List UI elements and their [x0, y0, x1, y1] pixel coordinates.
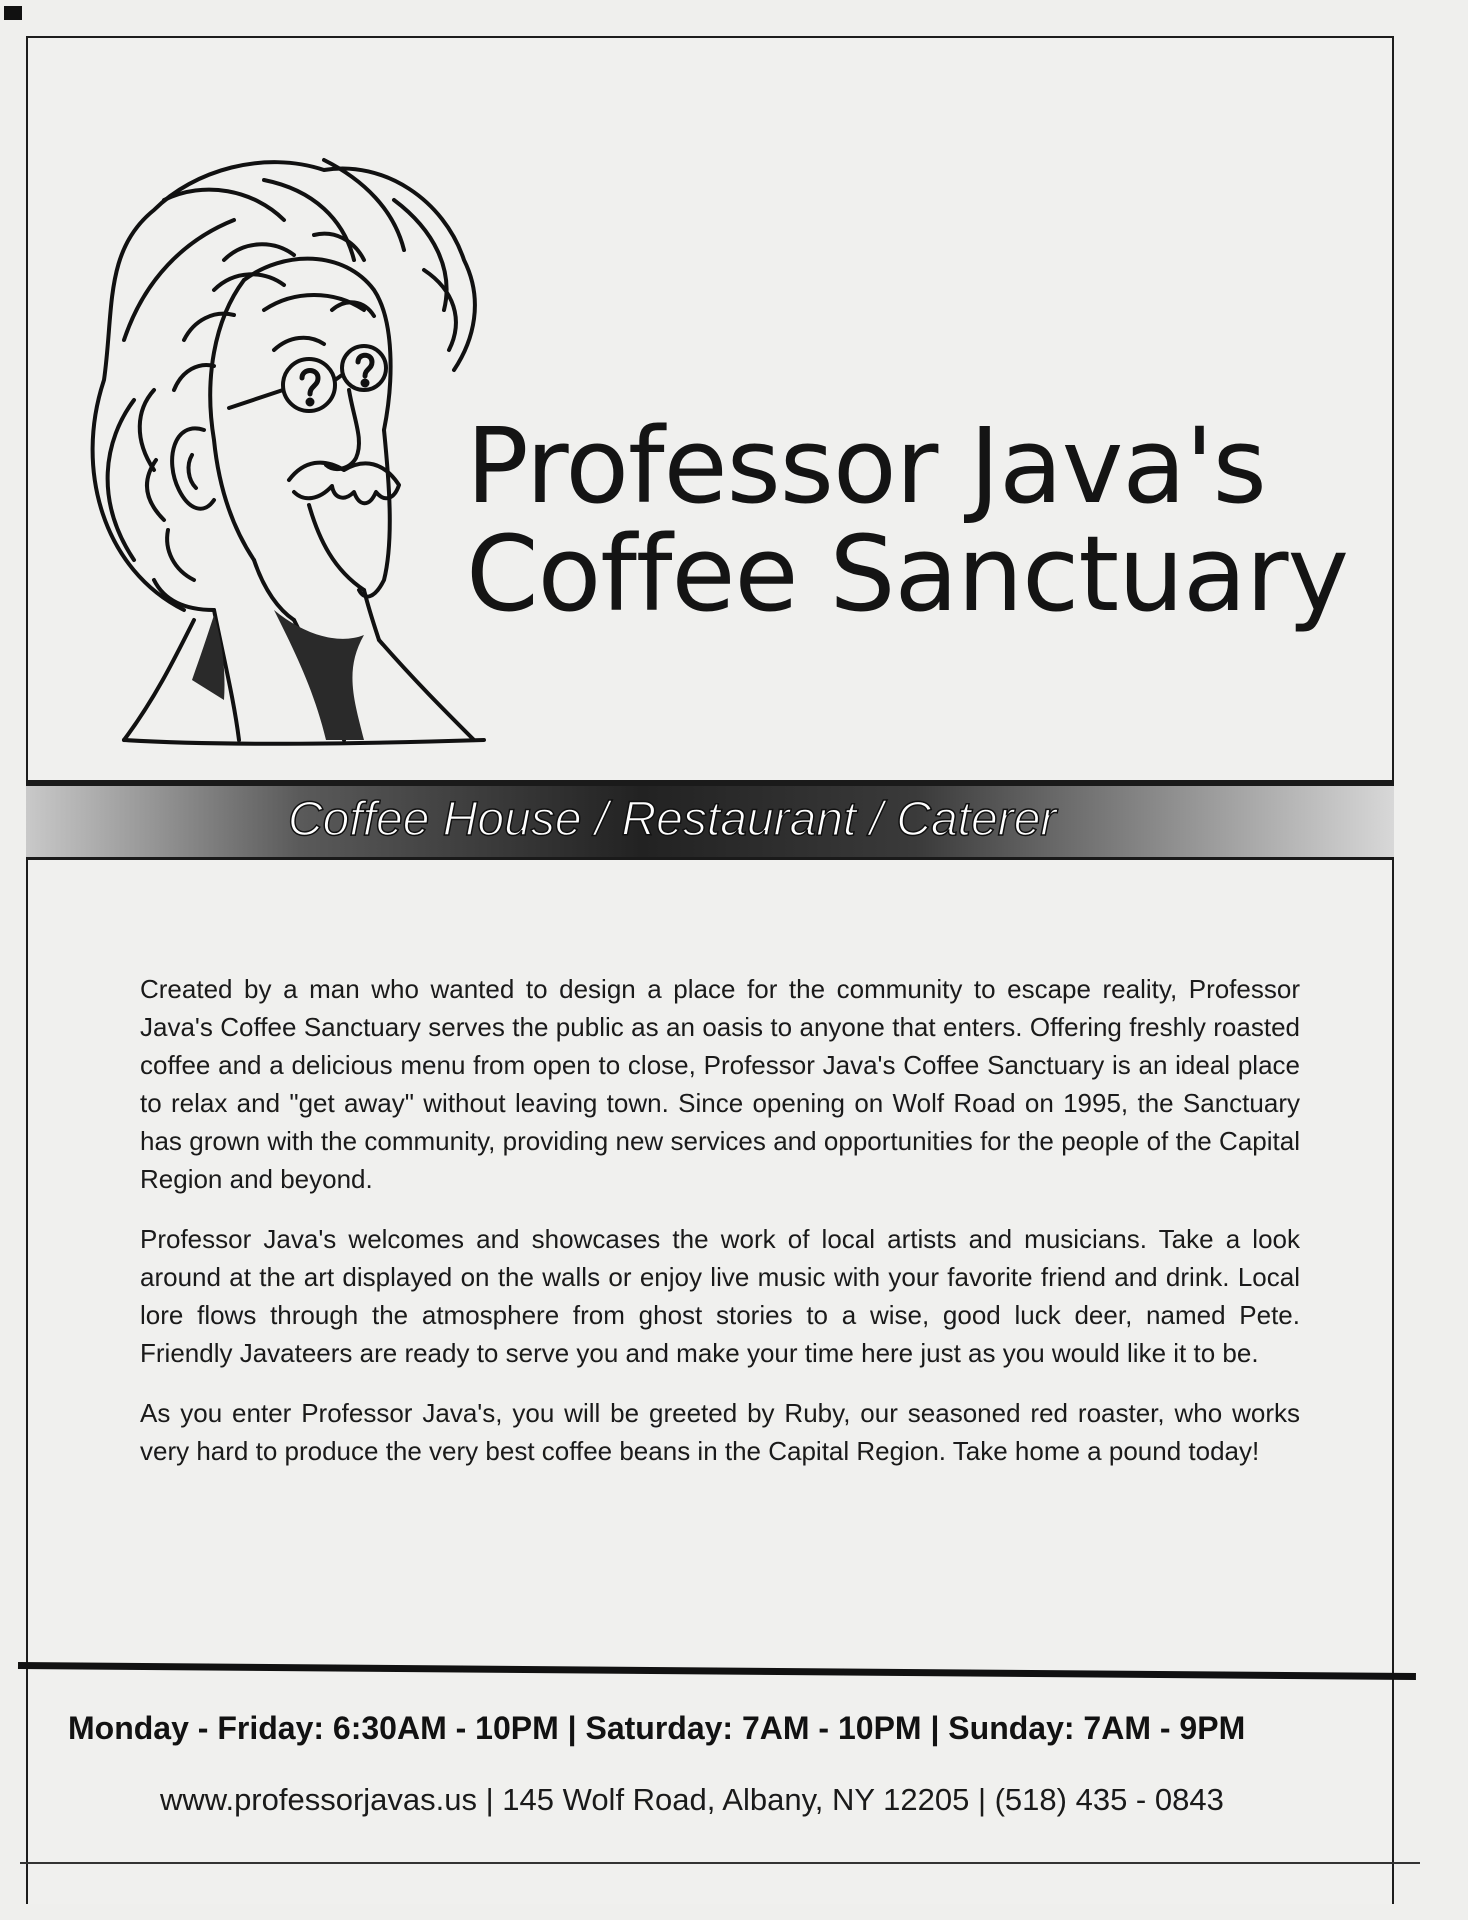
description-paragraph: Created by a man who wanted to design a place for the community to escape reality, Professor Java's Coffee Sanctuary serves the public as an oasis to anyone that enters. Offering freshly roasted coffee and a delicious menu from open to close, Professor Java's Coffee Sanctuary is an ideal place to relax and "get away" without leaving town. Since opening on Wolf Road on 1995, the Sanctuary has grown with the community, providing new services and opportunities for the people of the Capital Region and beyond.: [140, 974, 1300, 1194]
bottom-divider: [20, 1862, 1420, 1864]
tagline-text: Coffee House / Restaurant / Caterer: [288, 793, 1057, 846]
description-paragraph: Professor Java's welcomes and showcases the work of local artists and musicians. Take a look around at the art displayed on the walls or enjoy live music with your favorite friend and drink. Local lore flows through the atmosphere from ghost stories to a wise, good luck deer, named Pete. Friendly Javateers are ready to serve you and make your time here just as you would like it to be.: [140, 1224, 1300, 1368]
business-hours: Monday - Friday: 6:30AM - 10PM | Saturday: 7AM - 10PM | Sunday: 7AM - 9PM: [68, 1710, 1246, 1746]
title-line-1: Professor Java's: [466, 405, 1266, 527]
title-line-2: Coffee Sanctuary: [466, 513, 1349, 635]
tagline-banner: [26, 780, 1394, 860]
contact-line: www.professorjavas.us | 145 Wolf Road, Albany, NY 12205 | (518) 435 - 0843: [160, 1782, 1224, 1817]
description-paragraph: As you enter Professor Java's, you will be greeted by Ruby, our seasoned red roaster, who works very hard to produce the very best coffee beans in the Capital Region. Take home a pound today!: [140, 1398, 1300, 1466]
page-title: [466, 405, 1386, 635]
description-section: [140, 970, 1300, 1492]
scan-corner-mark: [4, 6, 22, 20]
